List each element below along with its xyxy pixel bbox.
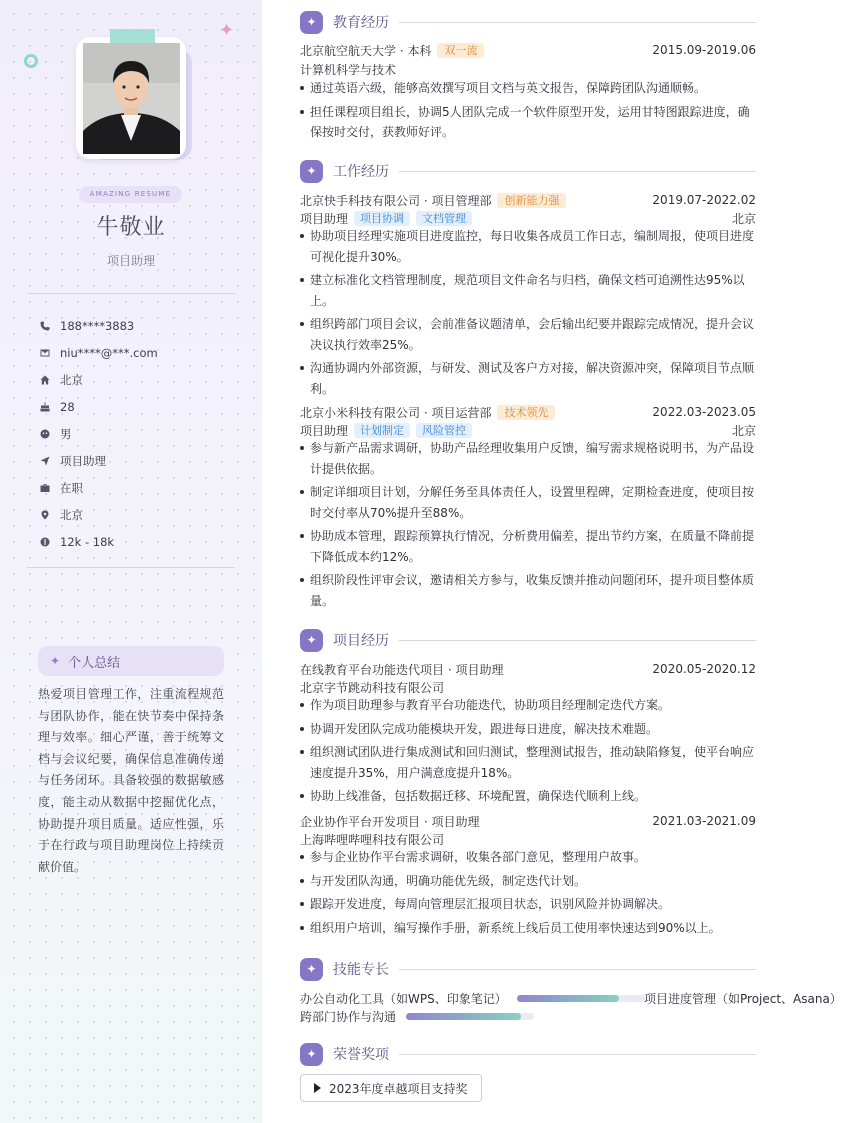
contact-salary bbox=[40, 528, 158, 555]
candidate-title: 项目助理 bbox=[106, 254, 155, 268]
sparkle-icon: ✦ bbox=[300, 1043, 323, 1066]
bullet-item: 参与企业协作平台需求调研，收集各部门意见，整理用户故事。 bbox=[300, 847, 756, 868]
work-date: 2022.03-2023.05 bbox=[652, 405, 756, 419]
contact-text: 北京 bbox=[60, 507, 83, 522]
contact-text: 188****3883 bbox=[60, 318, 135, 333]
contact-text: 北京 bbox=[60, 372, 83, 387]
sparkle-icon: ✦ bbox=[300, 958, 323, 981]
section-divider bbox=[399, 171, 756, 172]
send-icon bbox=[40, 456, 60, 466]
contact-list bbox=[40, 312, 158, 555]
main-content bbox=[300, 0, 842, 1123]
skill-tag: 风险管控 bbox=[416, 423, 472, 438]
project-company: 北京字节跳动科技有限公司 bbox=[300, 680, 445, 695]
section-honors-header bbox=[300, 1042, 756, 1066]
project-company: 上海哔哩哔哩科技有限公司 bbox=[300, 832, 445, 847]
section-divider bbox=[399, 22, 756, 23]
school-tag: 双一流 bbox=[437, 43, 484, 58]
work-date: 2019.07-2022.02 bbox=[652, 193, 756, 207]
section-title: 工作经历 bbox=[333, 164, 389, 180]
skill-name: 项目进度管理（如Project、Asana） bbox=[644, 991, 842, 1006]
company-name: 北京快手科技有限公司 · 项目管理部 bbox=[300, 193, 492, 208]
job-role: 项目助理 bbox=[300, 423, 349, 438]
project-company-row bbox=[300, 830, 756, 848]
sparkle-icon: ✦ bbox=[50, 654, 61, 668]
skill-name: 跨部门协作与沟通 bbox=[300, 1009, 397, 1024]
sparkle-icon: ✦ bbox=[300, 629, 323, 652]
bullet-item: 作为项目助理参与教育平台功能迭代，协助项目经理制定迭代方案。 bbox=[300, 695, 756, 716]
skill-bar bbox=[406, 1013, 534, 1020]
sparkle-icon: ✦ bbox=[300, 11, 323, 34]
skill-item bbox=[644, 989, 842, 1007]
section-divider bbox=[399, 969, 756, 970]
section-title: 教育经历 bbox=[333, 15, 389, 31]
education-bullets bbox=[300, 78, 756, 146]
job-role: 项目助理 bbox=[300, 211, 349, 226]
school-name: 北京航空航天大学 · 本科 bbox=[300, 43, 432, 58]
divider bbox=[27, 293, 235, 294]
summary-text: 热爱项目管理工作，注重流程规范与团队协作，能在快节奏中保持条理与效率。细心严谨，善于统筹文档与会议纪要，确保信息准确传递与任务闭环。具备较强的数据敏感度，能主动从数据中挖掘优化点，协助提升项目质量。适应性强，乐于在行政与项目助理岗位上持续贡献价值。 bbox=[38, 687, 224, 874]
bullet-item: 组织用户培训，编写操作手册，新系统上线后员工使用率快速达到90%以上。 bbox=[300, 918, 756, 939]
project-company-row bbox=[300, 678, 756, 696]
contact-text: niu****@***.com bbox=[60, 345, 158, 360]
section-work-header bbox=[300, 159, 756, 183]
section-divider bbox=[399, 640, 756, 641]
bullet-item: 沟通协调内外部资源，与研发、测试及客户方对接，解决资源冲突，保障项目节点顺利。 bbox=[300, 358, 756, 399]
bullet-item: 组织跨部门项目会议，会前准备议题清单，会后输出纪要并跟踪完成情况，提升会议决议执行效率25%。 bbox=[300, 314, 756, 355]
company-tag: 创新能力强 bbox=[497, 193, 566, 208]
work-bullets bbox=[300, 438, 756, 614]
home-icon bbox=[40, 375, 60, 385]
decorative-ring bbox=[24, 54, 38, 68]
bullet-item: 制定详细项目计划，分解任务至具体责任人，设置里程碑，定期检查进度，使项目按时交付率从70%提升至88%。 bbox=[300, 482, 756, 523]
skill-item bbox=[300, 1007, 534, 1025]
bullet-item: 建立标准化文档管理制度，规范项目文件命名与归档，确保文档可追溯性达95%以上。 bbox=[300, 270, 756, 311]
work-role-row bbox=[300, 421, 756, 439]
summary-heading bbox=[38, 646, 224, 676]
avatar bbox=[83, 43, 180, 154]
company-tag: 技术领先 bbox=[497, 405, 555, 420]
contact-text: 男 bbox=[60, 426, 72, 441]
skill-bar-fill bbox=[517, 995, 619, 1002]
project-header-row bbox=[300, 660, 756, 678]
location-pin-icon bbox=[40, 510, 60, 520]
work-bullets bbox=[300, 226, 756, 402]
salary-icon bbox=[40, 537, 60, 547]
award-item[interactable] bbox=[300, 1074, 482, 1102]
work-location: 北京 bbox=[731, 423, 756, 438]
contact-email bbox=[40, 339, 158, 366]
avatar-portrait-icon bbox=[83, 43, 180, 154]
education-header-row bbox=[300, 41, 756, 59]
mail-icon bbox=[40, 348, 60, 358]
bullet-item: 协助成本管理，跟踪预算执行情况，分析费用偏差，提出节约方案，在质量不降前提下降低成本约12%。 bbox=[300, 526, 756, 567]
education-major-row bbox=[300, 60, 756, 78]
major: 计算机科学与技术 bbox=[300, 62, 397, 77]
contact-age bbox=[40, 393, 158, 420]
project-date: 2021.03-2021.09 bbox=[652, 814, 756, 828]
award-name: 2023年度卓越项目支持奖 bbox=[329, 1081, 468, 1096]
project-date: 2020.05-2020.12 bbox=[652, 662, 756, 676]
bullet-item: 协助上线准备，包括数据迁移、环境配置，确保迭代顺利上线。 bbox=[300, 786, 756, 807]
section-title: 项目经历 bbox=[333, 633, 389, 649]
skill-name: 办公自动化工具（如WPS、印象笔记） bbox=[300, 991, 507, 1006]
work-location: 北京 bbox=[731, 211, 756, 226]
project-header-row bbox=[300, 812, 756, 830]
skill-item bbox=[300, 989, 645, 1007]
bullet-item: 组织阶段性评审会议，邀请相关方参与，收集反馈并推动问题闭环，提升项目整体质量。 bbox=[300, 570, 756, 611]
contact-location bbox=[40, 501, 158, 528]
work-header-row bbox=[300, 191, 756, 209]
section-divider bbox=[399, 1054, 756, 1055]
candidate-name: 牛敬业 bbox=[96, 215, 166, 240]
education-date: 2015.09-2019.06 bbox=[652, 43, 756, 57]
work-role-row bbox=[300, 209, 756, 227]
contact-text: 12k - 18k bbox=[60, 534, 115, 549]
section-projects-header bbox=[300, 628, 756, 652]
contact-text: 在职 bbox=[60, 480, 83, 495]
project-bullets bbox=[300, 847, 756, 941]
bullet-item: 参与新产品需求调研，协助产品经理收集用户反馈，编写需求规格说明书，为产品设计提供依据。 bbox=[300, 438, 756, 479]
cake-icon bbox=[40, 402, 60, 412]
divider bbox=[27, 567, 235, 568]
bullet-item: 跟踪开发进度，每周向管理层汇报项目状态，识别风险并协调解决。 bbox=[300, 894, 756, 915]
bullet-item: 协调开发团队完成功能模块开发，跟进每日进度，解决技术难题。 bbox=[300, 719, 756, 740]
skill-bar-fill bbox=[406, 1013, 521, 1020]
contact-home bbox=[40, 366, 158, 393]
contact-status bbox=[40, 474, 158, 501]
project-name: 企业协作平台开发项目 · 项目助理 bbox=[300, 814, 480, 829]
bullet-item: 通过英语六级，能够高效撰写项目文档与英文报告，保障跨团队沟通顺畅。 bbox=[300, 78, 756, 99]
play-icon bbox=[314, 1083, 321, 1093]
project-bullets bbox=[300, 695, 756, 810]
phone-icon bbox=[40, 321, 60, 331]
contact-phone bbox=[40, 312, 158, 339]
resume-badge: AMAZING RESUME bbox=[79, 186, 182, 203]
sparkle-icon: ✦ bbox=[219, 20, 235, 41]
project-name: 在线教育平台功能迭代项目 · 项目助理 bbox=[300, 662, 504, 677]
section-skills-header bbox=[300, 957, 756, 981]
company-name: 北京小米科技有限公司 · 项目运营部 bbox=[300, 405, 492, 420]
bullet-item: 担任课程项目组长，协调5人团队完成一个软件原型开发，运用甘特图跟踪进度，确保按时交付，获教师好评。 bbox=[300, 102, 756, 143]
contact-text: 28 bbox=[60, 399, 75, 414]
work-header-row bbox=[300, 403, 756, 421]
bullet-item: 与开发团队沟通，明确功能优先级，制定迭代计划。 bbox=[300, 871, 756, 892]
section-education-header bbox=[300, 10, 756, 34]
contact-text: 项目助理 bbox=[60, 453, 106, 468]
skill-bar bbox=[517, 995, 645, 1002]
bullet-item: 协助项目经理实施项目进度监控，每日收集各成员工作日志，编制周报，使项目进度可视化提升30%。 bbox=[300, 226, 756, 267]
sidebar bbox=[0, 0, 262, 1123]
bullet-item: 组织测试团队进行集成测试和回归测试，整理测试报告，推动缺陷修复，使平台响应速度提升35%，用户满意度提升18%。 bbox=[300, 742, 756, 783]
skill-tag: 文档管理 bbox=[416, 211, 472, 226]
section-title: 技能专长 bbox=[333, 962, 389, 978]
summary-heading-text: 个人总结 bbox=[68, 655, 121, 671]
section-title: 荣誉奖项 bbox=[333, 1047, 389, 1063]
gender-icon bbox=[40, 429, 60, 439]
sparkle-icon: ✦ bbox=[300, 160, 323, 183]
briefcase-icon bbox=[40, 483, 60, 493]
skill-tag: 计划制定 bbox=[354, 423, 410, 438]
contact-target-role bbox=[40, 447, 158, 474]
skill-tag: 项目协调 bbox=[354, 211, 410, 226]
contact-gender bbox=[40, 420, 158, 447]
